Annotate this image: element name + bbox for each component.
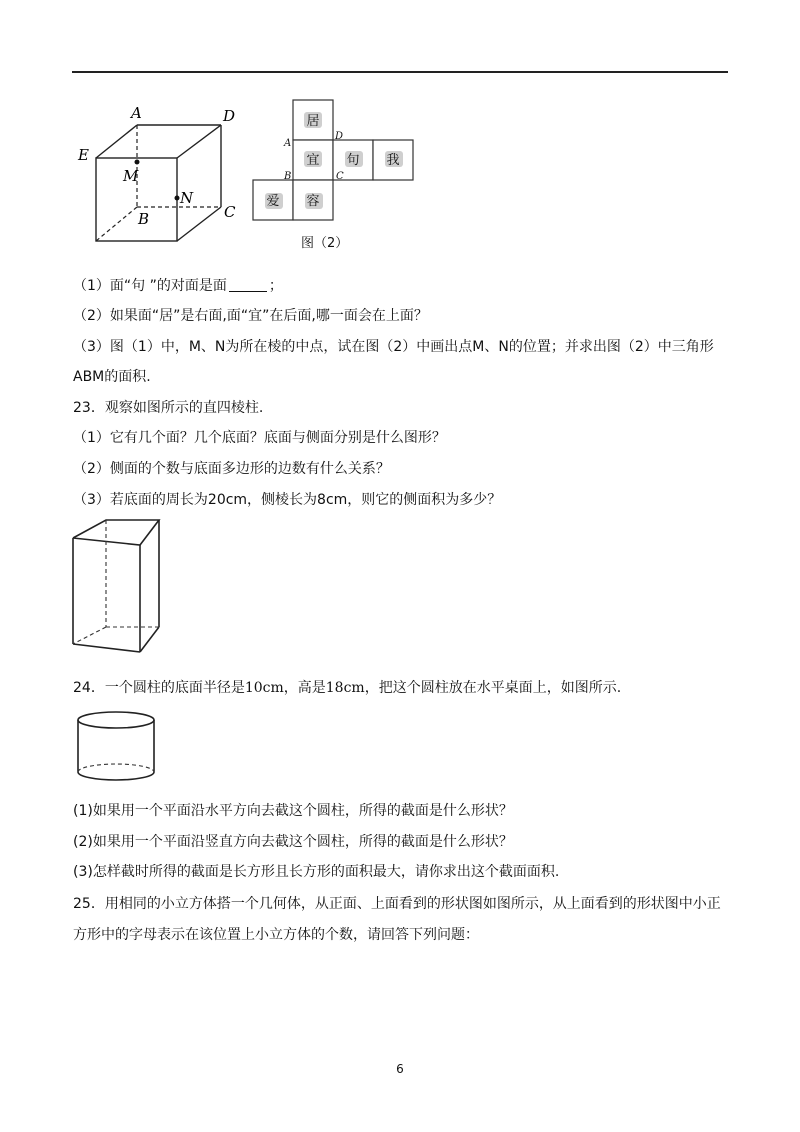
page-number: 6 [396,1062,404,1076]
net-cell-wo: 我 [386,153,400,168]
net-cell-yi: 宜 [306,153,320,168]
q23-part2: （2）侧面的个数与底面多边形的边数有什么关系？ [73,461,390,477]
net-cell-ju2: 句 [346,153,360,168]
figure2-caption: 图（2） [301,236,349,251]
q24-part1: (1)如果用一个平面沿水平方向去截这个圆柱，所得的截面是什么形状？ [73,803,513,819]
net-cell-ju: 居 [306,114,320,129]
q24-title-a: 24．一个圆柱的底面半径是 [73,680,245,696]
q22-part2: （2）如果面“居”是右面,面“宜”在后面,哪一面会在上面？ [73,308,428,324]
label-c: C [224,203,236,221]
q22-part3-line2: ABM的面积. [73,369,151,385]
label-d: D [223,107,236,125]
q24-title-c: ，把这个圆柱放在水平桌面上，如图所示. [364,680,622,696]
q23-part3: （3）若底面的周长为20cm，侧棱长为8cm，则它的侧面积为多少？ [73,492,502,508]
label-e: E [78,146,89,164]
q25-line2: 方形中的字母表示在该位置上小立方体的个数，请回答下列问题： [73,927,479,943]
net-label-d: D [335,131,344,142]
q24-height: 18cm [325,680,365,696]
q23-part1: （1）它有几个面？几个底面？底面与侧面分别是什么图形？ [73,430,446,446]
q22-part1-text: （1）面“句 ”的对面是面 [73,278,227,294]
q23-title: 23．观察如图所示的直四棱柱. [73,400,264,416]
q24-title-b: ，高是 [283,680,326,696]
label-m: M [123,167,139,185]
q24-part2: (2)如果用一个平面沿竖直方向去截这个圆柱，所得的截面是什么形状？ [73,834,513,850]
q24-radius: 10cm [244,680,284,696]
q25-line1: 25．用相同的小立方体搭一个几何体，从正面、上面看到的形状图如图所示，从上面看到的形状图中小正 [73,896,721,912]
label-n: N [180,189,194,207]
net-label-b: B [284,171,292,182]
label-b: B [138,210,150,228]
net-cell-rong: 容 [306,194,320,209]
label-a: A [131,104,142,122]
net-cell-ai: 爱 [266,194,280,209]
q24-part3: (3)怎样截时所得的截面是长方形且长方形的面积最大，请你求出这个截面面积. [73,864,560,880]
net-label-c: C [336,171,344,182]
q22-part1-end: ； [268,278,283,294]
net-label-a: A [284,138,292,149]
q22-part3-line1: （3）图（1）中，M、N为所在棱的中点，试在图（2）中画出点M、N的位置；并求出图（2）中三角形 [73,339,714,355]
